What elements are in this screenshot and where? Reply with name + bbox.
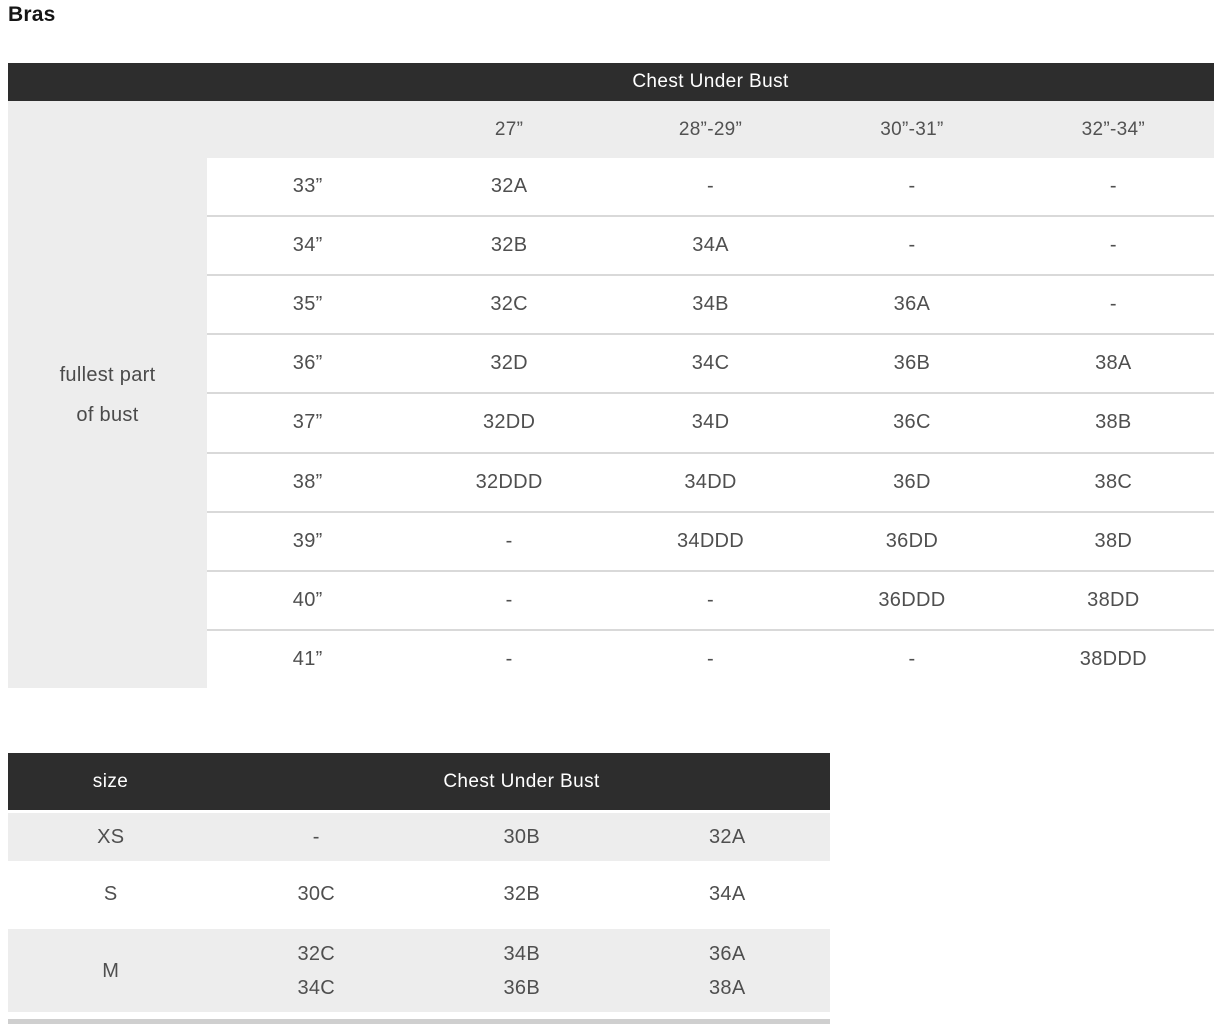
table-row bbox=[207, 394, 1214, 453]
size-cell: 34DDD bbox=[676, 529, 745, 552]
side-label-line: fullest part bbox=[59, 363, 156, 386]
table-row-s bbox=[8, 861, 830, 926]
size-cell: 34A bbox=[692, 234, 729, 257]
size-cell bbox=[419, 929, 625, 1012]
size-cell: - bbox=[1109, 175, 1117, 198]
size-cell: 34D bbox=[691, 411, 730, 434]
table-row bbox=[207, 276, 1214, 335]
row-label: S bbox=[103, 882, 118, 905]
bras-table bbox=[8, 101, 1214, 688]
size-cell: 36B bbox=[893, 352, 931, 375]
row-label: M bbox=[102, 959, 120, 982]
size-cell: 38B bbox=[1095, 411, 1132, 434]
table-row bbox=[207, 335, 1214, 394]
size-cell: - bbox=[908, 234, 916, 257]
row-label: XS bbox=[97, 826, 125, 848]
size-cell: 30B bbox=[503, 826, 540, 848]
size-cell: 38DDD bbox=[1079, 647, 1147, 670]
table-row bbox=[207, 158, 1214, 217]
size-cell: 38D bbox=[1094, 529, 1133, 552]
chest-under-bust-header: Chest Under Bust bbox=[632, 71, 789, 92]
bras-table-rows bbox=[207, 158, 1214, 688]
size-cell: 32DD bbox=[482, 411, 536, 434]
size-cell: 34C bbox=[691, 352, 730, 375]
size-cell: 38DD bbox=[1087, 588, 1140, 611]
size-cell: 38A bbox=[1095, 352, 1132, 375]
size-cell: - bbox=[707, 175, 714, 198]
row-label: 36” bbox=[292, 352, 323, 375]
table-row-m bbox=[8, 929, 830, 1012]
column-header: 27” bbox=[494, 118, 524, 140]
table-bottom-border bbox=[8, 1019, 830, 1024]
size-cell: 38C bbox=[1094, 470, 1133, 493]
row-label: 37” bbox=[292, 411, 323, 434]
table-row bbox=[207, 217, 1214, 276]
size-cell: - bbox=[1109, 234, 1117, 257]
size-cell-line: 36B bbox=[503, 976, 540, 999]
size-cell: 36A bbox=[893, 293, 931, 316]
size-cell: 32B bbox=[503, 882, 540, 905]
table-row-xs bbox=[8, 813, 830, 861]
size-cell: - bbox=[707, 647, 714, 670]
row-label: 39” bbox=[292, 529, 323, 552]
size-cell-line: 34B bbox=[503, 942, 540, 965]
side-label-line: of bust bbox=[76, 403, 139, 426]
size-cell: 32D bbox=[490, 352, 528, 375]
size-column-header: size bbox=[92, 770, 129, 792]
page-title: Bras bbox=[8, 3, 56, 26]
table-row bbox=[207, 513, 1214, 572]
size-cell: - bbox=[312, 826, 320, 848]
row-label: 35” bbox=[292, 293, 323, 316]
size-cell: 32DDD bbox=[475, 470, 543, 493]
size-cell-line: 36A bbox=[709, 942, 746, 965]
row-label: 38” bbox=[292, 470, 323, 493]
size-cell bbox=[625, 929, 831, 1012]
table-row bbox=[207, 631, 1214, 688]
column-header-spacer bbox=[207, 101, 408, 158]
size-cell: 32B bbox=[490, 234, 528, 257]
size-cell: - bbox=[707, 588, 714, 611]
size-cell: 36D bbox=[893, 470, 931, 493]
fullest-part-of-bust-label bbox=[8, 101, 207, 688]
size-cell: 32C bbox=[490, 293, 528, 316]
column-header: 28”-29” bbox=[678, 118, 743, 140]
size-cell-line: 32C bbox=[297, 942, 336, 965]
size-cell-line: 34C bbox=[297, 976, 336, 999]
row-label: 41” bbox=[292, 647, 323, 670]
size-cell: 36DDD bbox=[878, 588, 946, 611]
chest-under-bust-header: Chest Under Bust bbox=[443, 770, 600, 792]
size-cell: - bbox=[908, 647, 916, 670]
column-header: 32”-34” bbox=[1081, 118, 1145, 140]
size-cell-line: 38A bbox=[709, 976, 746, 999]
row-label: 34” bbox=[292, 234, 323, 257]
size-cell: - bbox=[505, 647, 513, 670]
table-row bbox=[207, 454, 1214, 513]
size-cell: 32A bbox=[709, 826, 746, 848]
column-header: 30”-31” bbox=[880, 118, 944, 140]
size-cell: 36C bbox=[893, 411, 931, 434]
column-header-row bbox=[207, 101, 1214, 158]
table-row bbox=[207, 572, 1214, 631]
size-cell: - bbox=[1109, 293, 1117, 316]
size-cell: 32A bbox=[490, 175, 528, 198]
size-cell: - bbox=[505, 529, 513, 552]
letter-size-table-header-bar bbox=[8, 753, 830, 810]
size-cell: 36DD bbox=[885, 529, 939, 552]
size-cell: 34DD bbox=[684, 470, 737, 493]
row-label: 33” bbox=[292, 175, 323, 198]
bras-table-header-bar bbox=[8, 63, 1214, 101]
size-cell bbox=[214, 929, 420, 1012]
size-cell: - bbox=[908, 175, 916, 198]
size-cell: 34A bbox=[709, 882, 746, 905]
row-label: 40” bbox=[292, 588, 323, 611]
size-cell: - bbox=[505, 588, 513, 611]
size-cell: 34B bbox=[692, 293, 729, 316]
size-cell: 30C bbox=[297, 882, 336, 905]
